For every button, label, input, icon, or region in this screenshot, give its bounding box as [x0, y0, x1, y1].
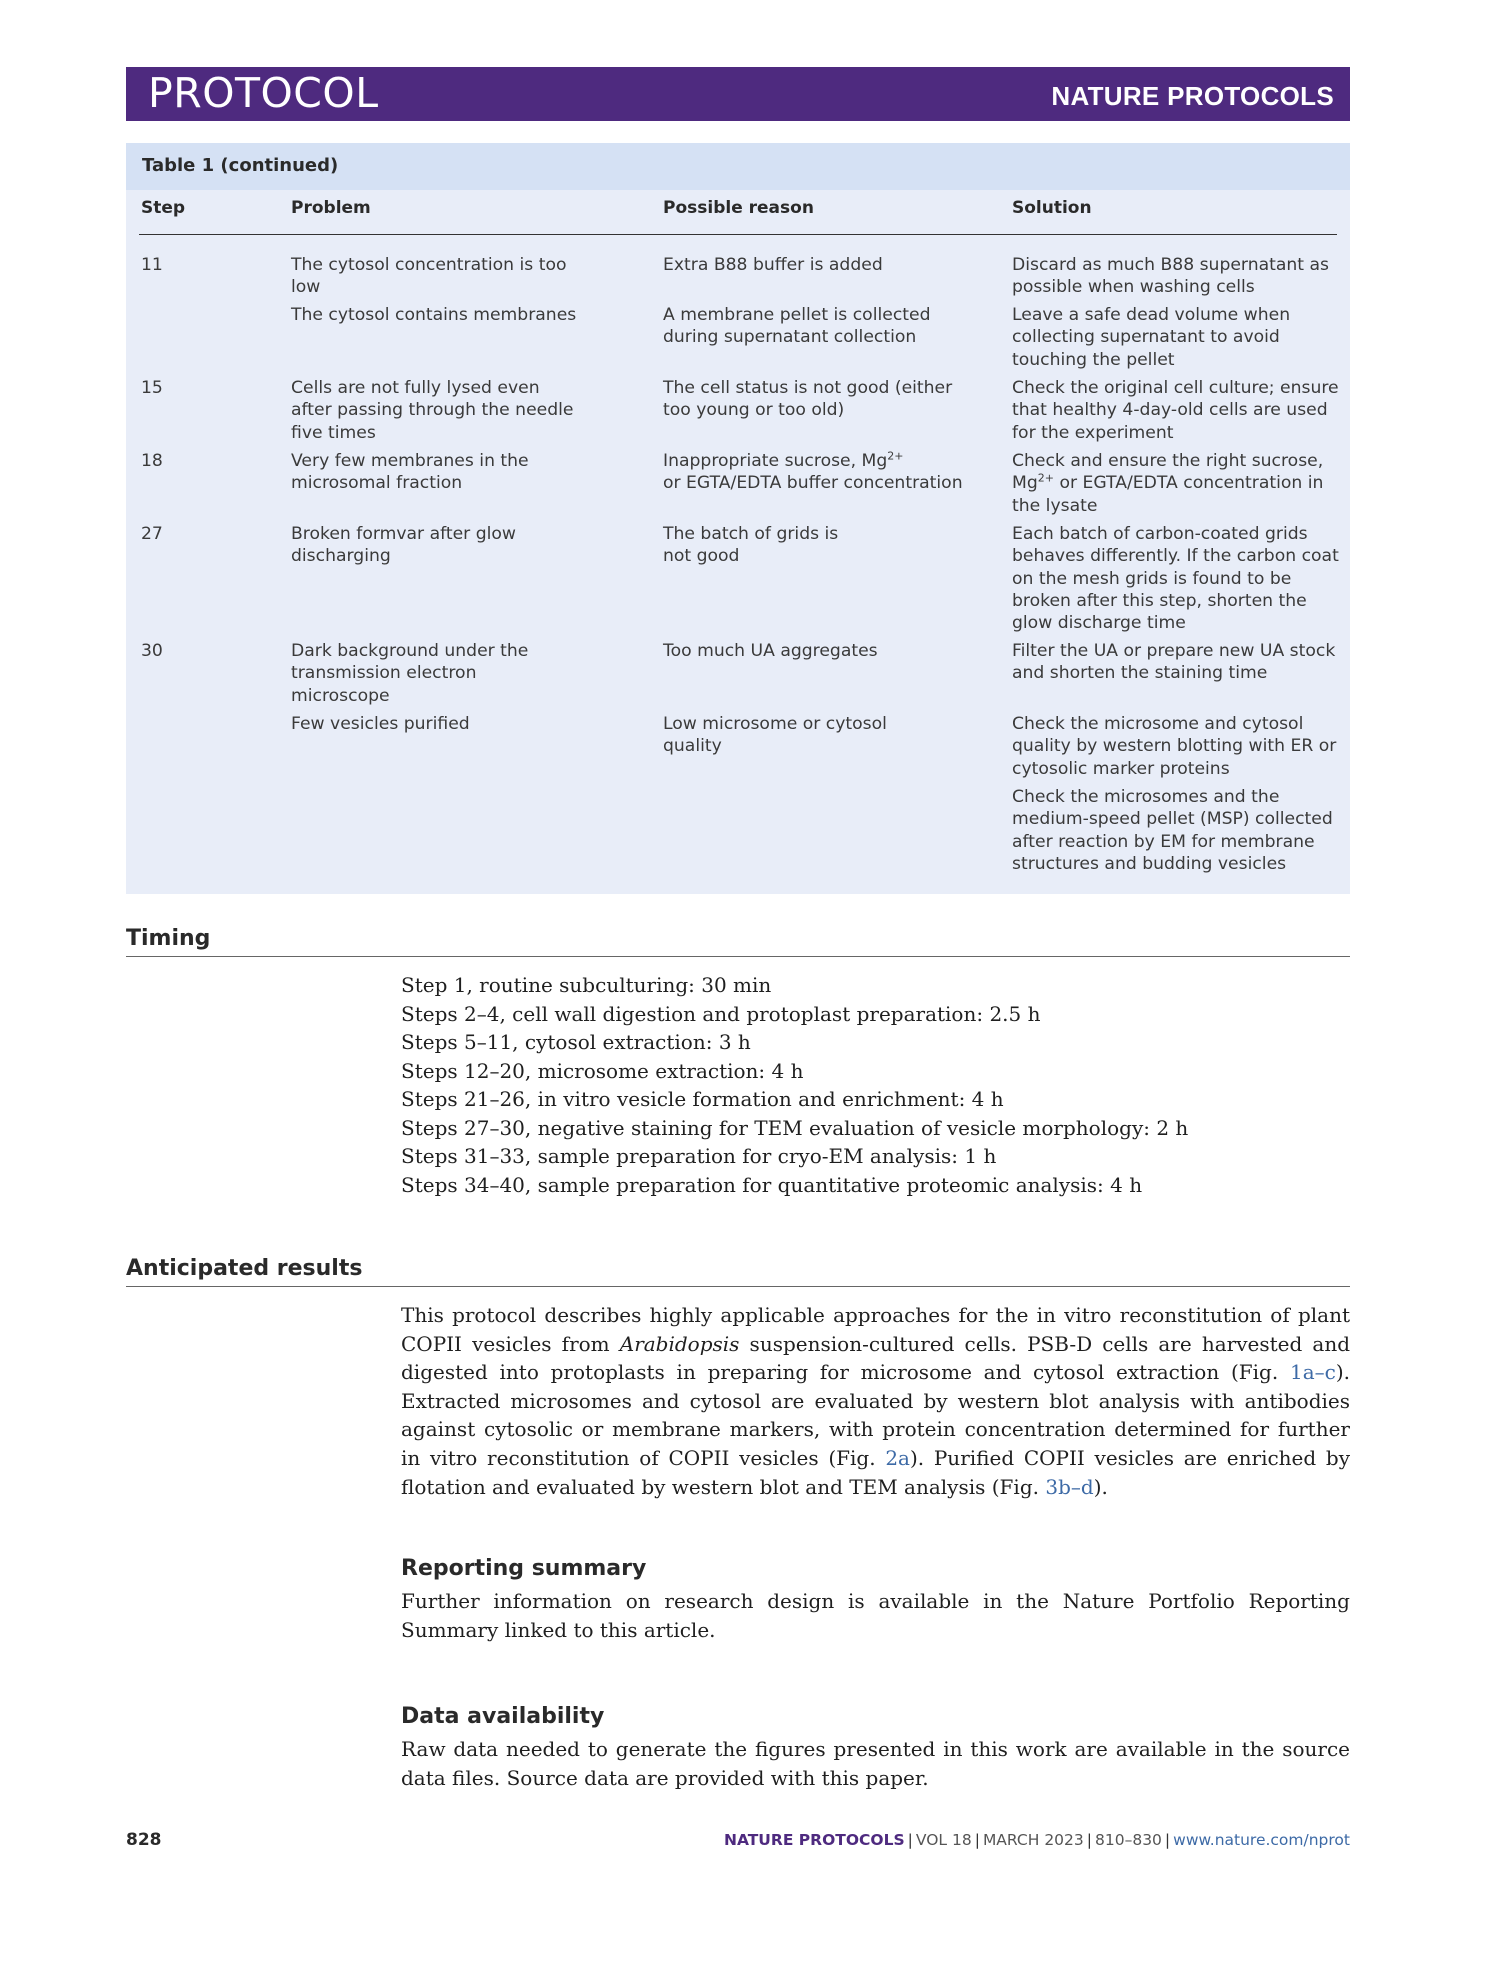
table-cell-problem: Cells are not fully lysed even after passing through the needle five times: [291, 378, 574, 443]
table-cell-solution: Check the microsomes and the medium-speed pellet (MSP) collected after reaction by EM for membrane structures and budding vesicles: [1012, 787, 1333, 874]
table-caption: [126, 143, 1350, 190]
column-header-step: Step: [141, 198, 186, 218]
table-cell-reason: Too much UA aggregates: [663, 641, 878, 661]
reason-text-a: Inappropriate sucrose, Mg: [663, 451, 888, 471]
data-availability-text: Raw data needed to generate the figures presented in this work are available in the source data files. Source data are provided with this paper.: [401, 1737, 1350, 1790]
table-cell-reason: Low microsome or cytosol quality: [663, 714, 887, 757]
timing-rule: [126, 956, 1350, 957]
table-cell-step: 27: [141, 524, 163, 544]
header-bar: [126, 67, 1350, 121]
table-cell-problem: The cytosol contains membranes: [291, 305, 577, 325]
timing-line: Steps 12–20, microsome extraction: 4 h: [401, 1058, 804, 1083]
text: ). Extracted microsomes and cytosol are evaluated by western blot analysis with antibodies against cytosolic or membrane markers, with protein concentration determined for further in vitro reconstitution of COPII vesicles (Fig.: [401, 1360, 1350, 1470]
footer-separator: |: [907, 1831, 913, 1849]
table-header-rule: [139, 234, 1337, 235]
timing-line: Steps 31–33, sample preparation for cryo-EM analysis: 1 h: [401, 1144, 997, 1168]
table-cell-problem: The cytosol concentration is too low: [291, 255, 567, 298]
text: ). Purified COPII vesicles are enriched by flotation and evaluated by western blot and TEM analysis (Fig.: [401, 1445, 1351, 1499]
figure-link[interactable]: 3b–d: [1045, 1474, 1094, 1499]
footer-citation: [724, 1831, 1350, 1849]
solution-text-mg: Mg: [1012, 473, 1038, 494]
timing-line: Steps 5–11, cytosol extraction: 3 h: [401, 1030, 751, 1054]
table-cell-step: 30: [141, 641, 163, 661]
footer-url-link[interactable]: www.nature.com/nprot: [1173, 1831, 1350, 1849]
page-number: 828: [126, 1830, 162, 1850]
timing-line: Steps 21–26, in vitro vesicle formation and enrichment: 4 h: [401, 1087, 1004, 1111]
footer-separator: |: [1164, 1831, 1171, 1849]
footer-date: MARCH 2023: [982, 1831, 1084, 1849]
timing-heading: Timing: [126, 926, 211, 951]
table-cell-solution: [1012, 450, 1342, 517]
table-cell-solution: Leave a safe dead volume when collecting supernatant to avoid touching the pellet: [1012, 305, 1291, 370]
table-cell-step: 11: [141, 255, 163, 275]
figure-link[interactable]: 1a–c: [1289, 1360, 1336, 1385]
table-cell-step: 18: [141, 451, 163, 471]
anticipated-results-heading: Anticipated results: [126, 1256, 363, 1281]
section-label: PROTOCOL: [148, 69, 379, 117]
reason-text-b: or EGTA/EDTA buffer concentration: [663, 473, 963, 494]
table-caption-text: Table 1 (continued): [142, 155, 339, 176]
table-cell-solution: Check the microsome and cytosol quality by western blotting with ER or cytosolic marker proteins: [1012, 714, 1337, 779]
troubleshooting-table: [126, 143, 1350, 894]
figure-link[interactable]: 2a: [885, 1445, 910, 1470]
data-availability-heading: Data availability: [401, 1704, 605, 1729]
table-cell-solution: Each batch of carbon-coated grids behaves differently. If the carbon coat on the mesh grids is found to be broken after this step, shorten the glow discharge time: [1012, 524, 1339, 634]
table-cell-reason: A membrane pellet is collected during supernatant collection: [663, 305, 931, 348]
footer-journal: NATURE PROTOCOLS: [723, 1831, 905, 1849]
journal-name: NATURE PROTOCOLS: [1051, 81, 1334, 111]
table-cell-problem: Few vesicles purified: [291, 714, 470, 734]
anticipated-results-paragraph: [401, 1301, 1350, 1501]
table-cell-solution: Discard as much B88 supernatant as possible when washing cells: [1012, 255, 1329, 298]
footer-separator: |: [1086, 1831, 1092, 1849]
timing-line: Step 1, routine subculturing: 30 min: [401, 973, 772, 997]
table-cell-problem: Very few membranes in the microsomal fraction: [291, 451, 529, 494]
table-cell-reason: The batch of grids is not good: [663, 524, 839, 567]
anticipated-results-rule: [126, 1286, 1350, 1287]
text: This protocol describes highly applicable approaches for the in vitro reconstitution of plant COPII vesicles from: [401, 1303, 1350, 1356]
superscript: 2+: [887, 449, 904, 463]
column-header-reason: Possible reason: [663, 198, 814, 218]
footer-volume: VOL 18: [915, 1831, 972, 1849]
table-cell-problem: Broken formvar after glow discharging: [291, 524, 516, 567]
superscript: 2+: [1037, 471, 1054, 485]
table-cell-reason: The cell status is not good (either too young or too old): [663, 378, 953, 421]
reporting-summary-text: Further information on research design is available in the Nature Portfolio Reporting Summary linked to this article.: [401, 1589, 1350, 1642]
column-header-problem: Problem: [291, 198, 371, 218]
table-cell-solution: Filter the UA or prepare new UA stock and shorten the staining time: [1012, 641, 1336, 684]
table-cell-solution: Check the original cell culture; ensure that healthy 4-day-old cells are used for the experiment: [1012, 378, 1339, 443]
text: suspension-cultured cells. PSB-D cells are harvested and digested into protoplasts in preparing for microsome and cytosol extraction (Fig.: [401, 1331, 1350, 1385]
species-name: Arabidopsis: [619, 1331, 740, 1356]
timing-line: Steps 2–4, cell wall digestion and protoplast preparation: 2.5 h: [401, 1001, 1041, 1026]
table-cell-reason: [663, 450, 963, 495]
column-header-solution: Solution: [1012, 198, 1092, 218]
text: ).: [1093, 1474, 1108, 1499]
timing-line: Steps 34–40, sample preparation for quantitative proteomic analysis: 4 h: [401, 1172, 1143, 1197]
reporting-summary-heading: Reporting summary: [401, 1556, 647, 1581]
table-cell-problem: Dark background under the transmission electron microscope: [291, 641, 529, 706]
solution-text-b: or EGTA/EDTA concentration in the lysate: [1012, 473, 1324, 516]
footer-pages: 810–830: [1095, 1831, 1162, 1849]
table-cell-reason: Extra B88 buffer is added: [663, 255, 883, 275]
footer-separator: |: [974, 1831, 980, 1849]
timing-line: Steps 27–30, negative staining for TEM evaluation of vesicle morphology: 2 h: [401, 1115, 1189, 1140]
solution-text-a: Check and ensure the right sucrose,: [1012, 451, 1324, 471]
table-cell-step: 15: [141, 378, 163, 398]
